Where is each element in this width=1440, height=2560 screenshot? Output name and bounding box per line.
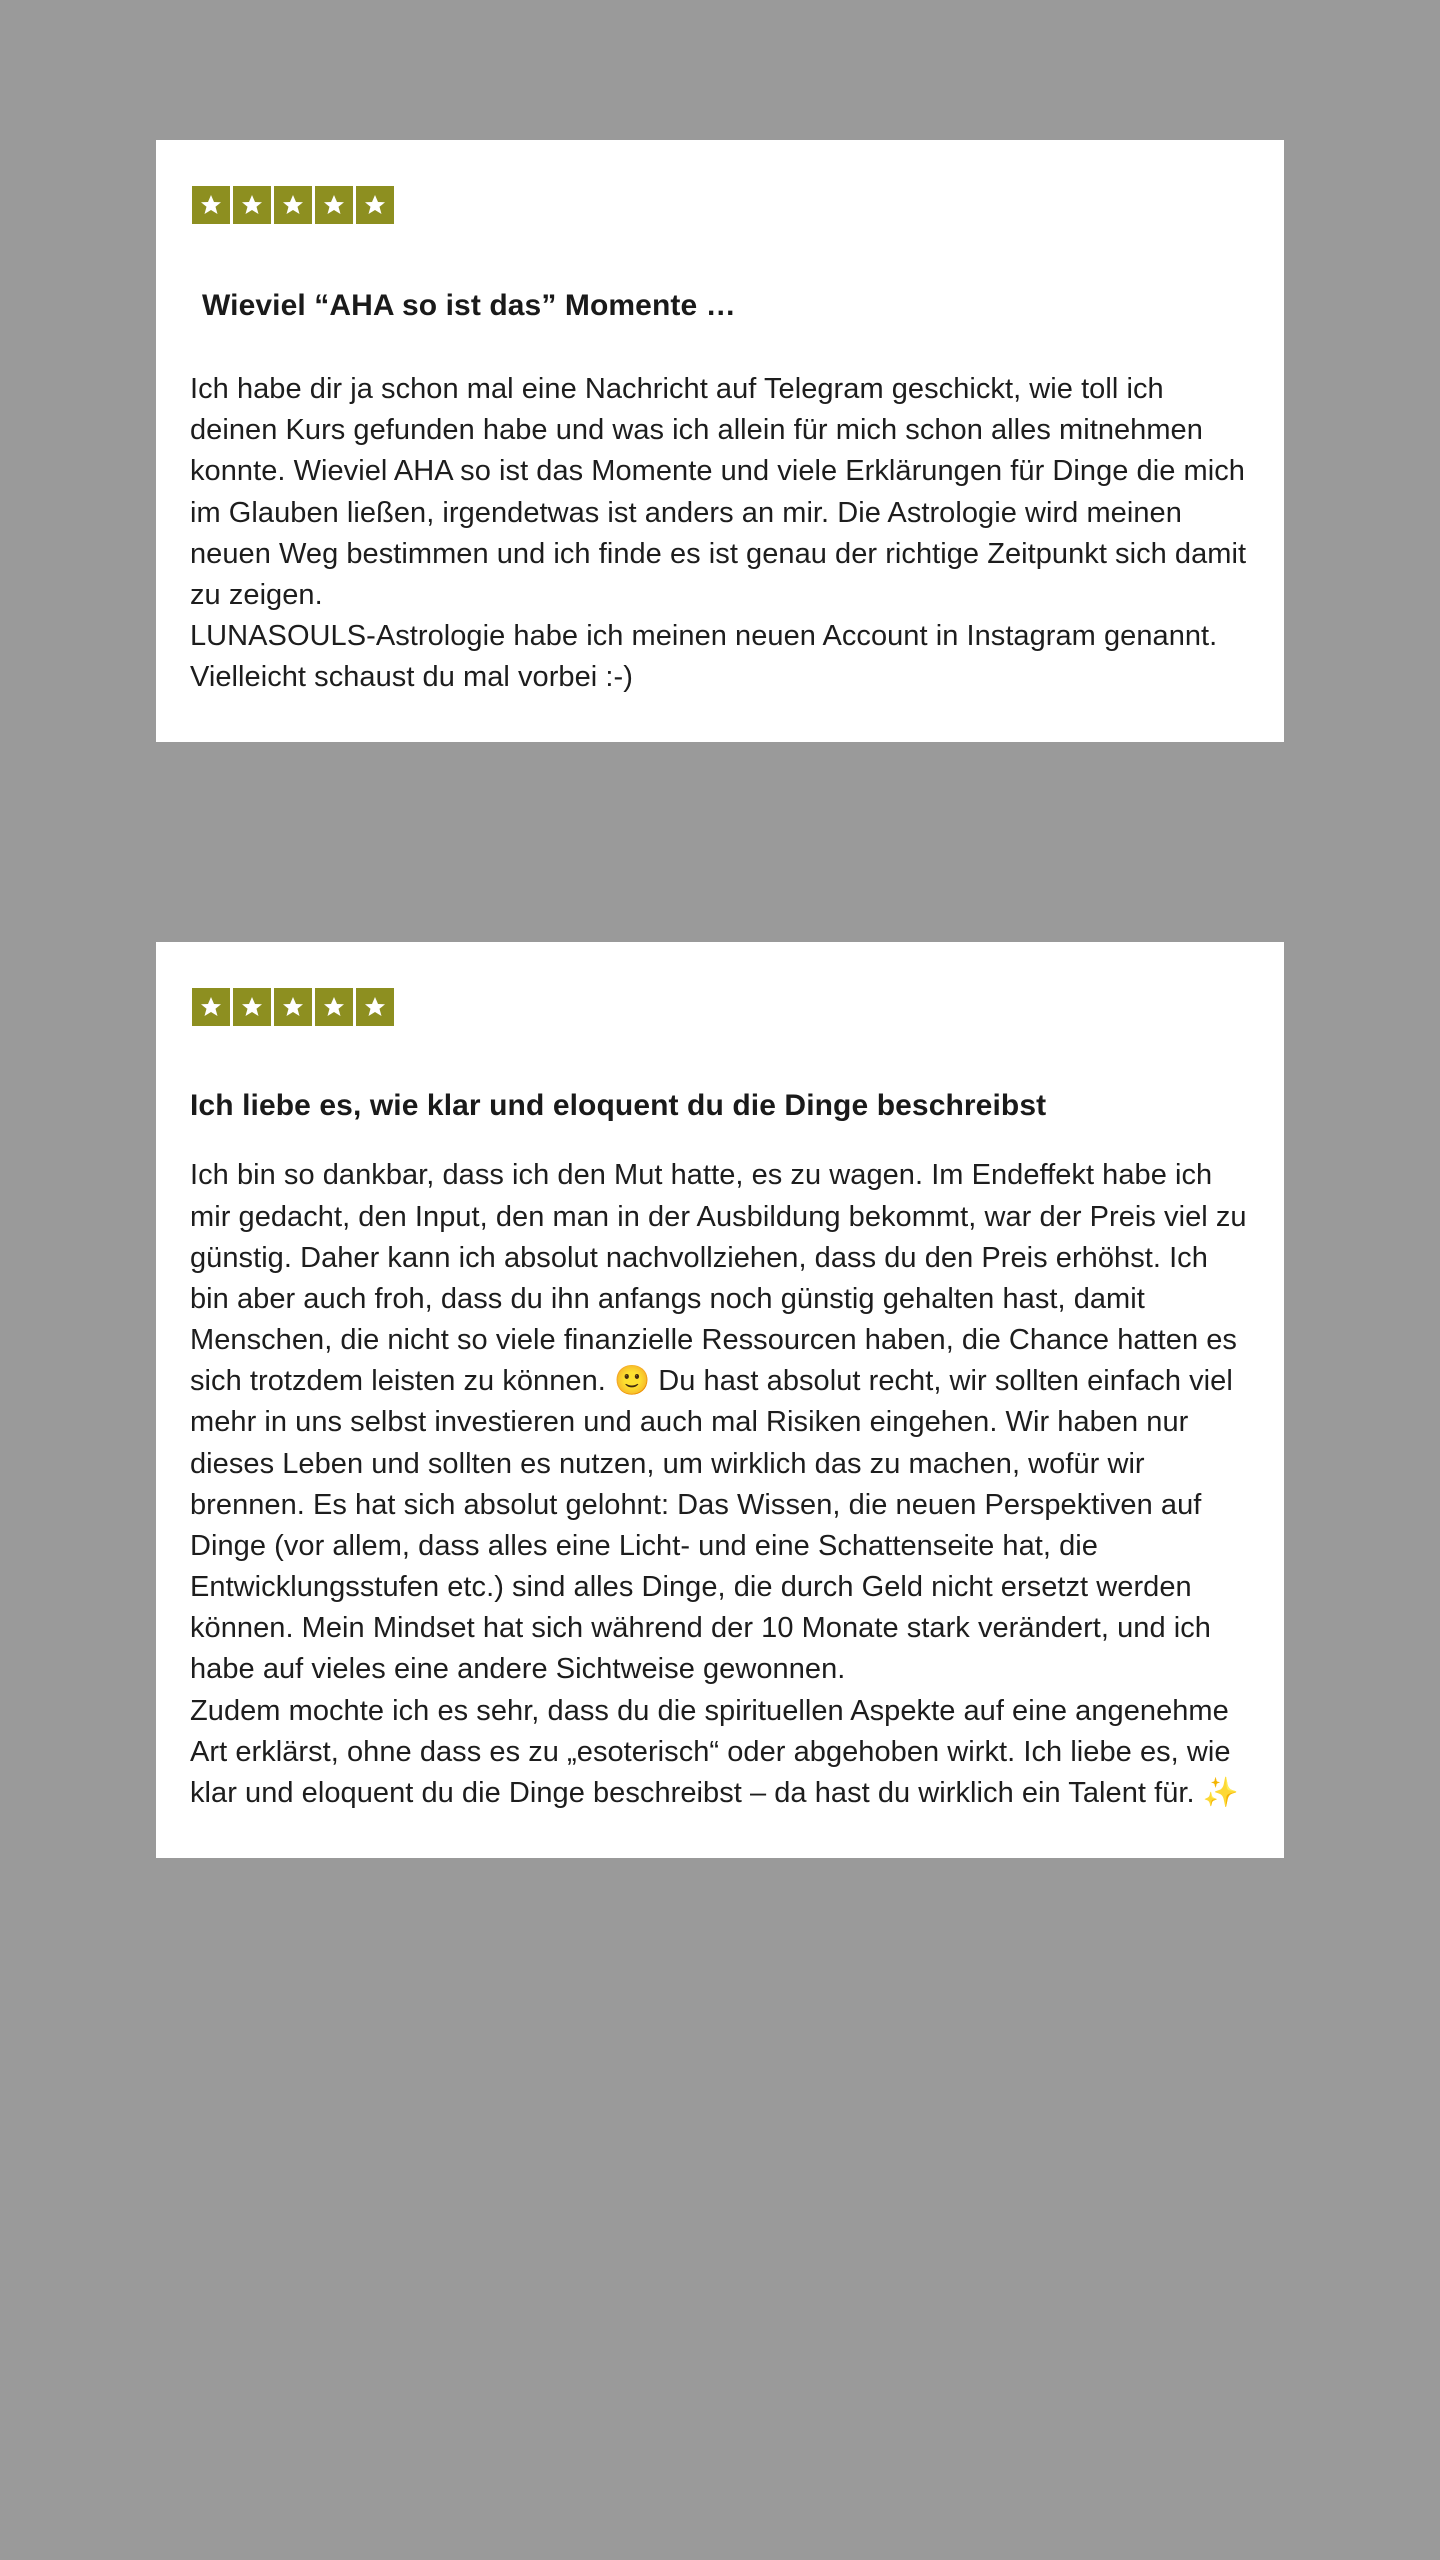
star-icon: [233, 988, 271, 1026]
star-rating: [192, 186, 397, 224]
star-icon: [315, 988, 353, 1026]
star-icon: [192, 988, 230, 1026]
review-card: [156, 140, 1284, 742]
review-title: Wieviel “AHA so ist das” Momente …: [202, 289, 736, 322]
review-title: Ich liebe es, wie klar und eloquent du die Dinge beschreibst: [190, 1089, 1047, 1123]
card-spacer: [0, 742, 1440, 942]
star-icon: [192, 186, 230, 224]
star-rating: [192, 988, 397, 1026]
star-icon: [315, 186, 353, 224]
star-icon: [356, 988, 394, 1026]
review-paragraph: Ich bin so dankbar, dass ich den Mut hatte, es zu wagen. Im Endeffekt habe ich mir gedacht, den Input, den man in der Ausbildung bekommt, war der Preis viel zu günstig. Daher kann ich absolut nachvollziehen, dass du den Preis erhöhst. Ich bin aber auch froh, dass du ihn anfangs noch günstig gehalten hast, damit Menschen, die nicht so viele finanzielle Ressourcen haben, die Chance hatten es sich trotzdem leisten zu können. 🙂 Du hast absolut recht, wir sollten einfach viel mehr in uns selbst investieren und auch mal Risiken eingehen. Wir haben nur dieses Leben und sollten es nutzen, um wirklich das zu machen, wofür wir brennen. Es hat sich absolut gelohnt: Das Wissen, die neuen Perspektiven auf Dinge (vor allem, dass alles eine Licht- und eine Schattenseite hat, die Entwicklungsstufen etc.) sind alles Dinge, die durch Geld nicht ersetzt werden können. Mein Mindset hat sich während der 10 Monate stark verändert, und ich habe auf vieles eine andere Sichtweise gewonnen.: [190, 1159, 1247, 1686]
review-body: [190, 369, 1250, 698]
review-paragraph: Ich habe dir ja schon mal eine Nachricht auf Telegram geschickt, wie toll ich deinen Kurs gefunden habe und was ich allein für mich schon alles mitnehmen konnte. Wieviel AHA so ist das Momente und viele Erklärungen für Dinge die mich im Glauben ließen, irgendetwas ist anders an mir. Die Astrologie wird meinen neuen Weg bestimmen und ich finde es ist genau der richtige Zeitpunkt sich damit zu zeigen.: [190, 373, 1247, 611]
star-icon: [274, 988, 312, 1026]
review-paragraph: Zudem mochte ich es sehr, dass du die spirituellen Aspekte auf eine angenehme Art erklärst, ohne dass es zu „esoterisch“ oder abgehoben wirkt. Ich liebe es, wie klar und eloquent du die Dinge beschreibst – da hast du wirklich ein Talent für. ✨: [190, 1694, 1239, 1809]
star-icon: [233, 186, 271, 224]
star-icon: [356, 186, 394, 224]
review-paragraph: LUNASOULS-Astrologie habe ich meinen neuen Account in Instagram genannt. Vielleicht schaust du mal vorbei :-): [190, 620, 1218, 694]
review-card: [156, 942, 1284, 1858]
star-icon: [274, 186, 312, 224]
review-body: [190, 1155, 1250, 1814]
